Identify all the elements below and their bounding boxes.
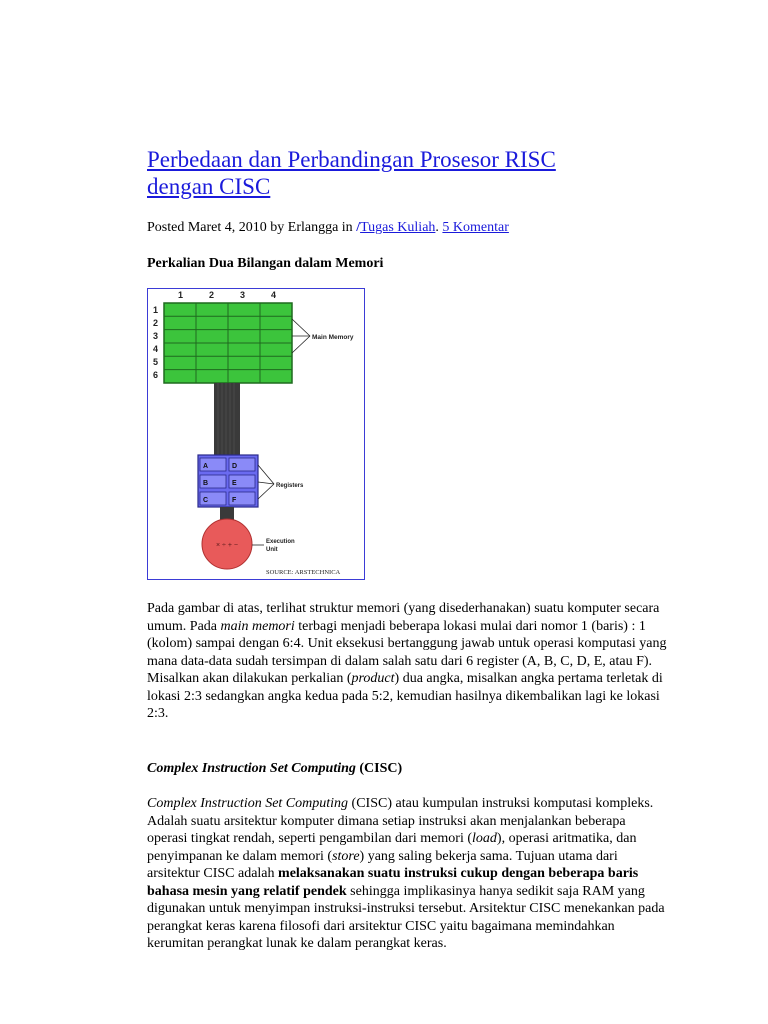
category-slash: /: [356, 220, 361, 235]
emphasis-text: main memori: [220, 618, 295, 634]
memory-diagram-svg: [148, 289, 364, 579]
cisc-heading: [147, 760, 667, 778]
meta-separator: .: [435, 220, 443, 235]
comments-link[interactable]: 5 Komentar: [442, 220, 509, 235]
source-label: SOURCE: ARSTECHNICA: [266, 569, 341, 576]
row-label: 6: [153, 370, 159, 380]
execution-ops: × ÷ + −: [216, 542, 238, 549]
paragraph-memory: [147, 600, 667, 723]
column-label: 2: [209, 290, 215, 300]
paragraph-text: ) yang saling bekerja sama. Tujuan utama dari arsitektur CISC adalah: [147, 848, 618, 881]
paragraph-text: terbagi menjadi beberapa lokasi mulai dari nomor 1 (baris) : 1 (kolom) sampai dengan 6:4. Unit eksekusi bertanggung jawab untuk operasi komputasi yang mana data-data sudah tersimpan di dalam salah satu dari 6 register (A, B, C, D, E, atau F). Misalkan akan dilakukan perkalian (: [147, 618, 667, 686]
post-meta-text: Posted Maret 4, 2010 by Erlangga in: [147, 220, 357, 235]
row-label: 3: [153, 331, 159, 341]
main-memory-label: Main Memory: [312, 334, 354, 341]
emphasis-text: store: [332, 848, 360, 864]
execution-unit-label: Unit: [266, 547, 278, 553]
paragraph-text: Pada gambar di atas, terlihat struktur memori (yang disederhanakan) suatu komputer secara umum. Pada: [147, 601, 660, 634]
execution-unit-label: Execution: [266, 539, 295, 545]
paragraph-cisc: [147, 795, 667, 953]
register-label: A: [203, 463, 209, 470]
emphasis-text: product: [351, 671, 395, 686]
strong-text: melaksanakan suatu instruksi cukup dengan beberapa baris bahasa mesin yang relatif pendek: [147, 866, 639, 899]
row-label: 2: [153, 318, 159, 328]
register-label: E: [232, 480, 237, 487]
paragraph-text: sehingga implikasinya hanya sedikit saja RAM yang digunakan untuk menyimpan instruksi-instruksi tersebut. Arsitektur CISC menekankan pada perangkat keras karena filosofi dari arsitektur CISC yaitu bagaimana memindahkan kerumitan perangkat lunak ke dalam perangkat keras.: [147, 883, 665, 951]
column-label: 3: [240, 290, 246, 300]
section-subheading: Perkalian Dua Bilangan dalam Memori: [147, 256, 384, 271]
register-label: D: [232, 463, 238, 470]
row-label: 4: [153, 344, 159, 354]
registers-label: Registers: [276, 483, 304, 489]
post-meta: [147, 219, 509, 236]
column-label: 1: [178, 290, 184, 300]
paragraph-text: ), operasi aritmatika, dan penyimpanan ke dalam memori (: [147, 831, 637, 864]
category-link[interactable]: Tugas Kuliah: [360, 220, 436, 235]
register-label: C: [203, 497, 209, 504]
main-memory-grid: [164, 303, 292, 383]
paragraph-text: ) dua angka, misalkan angka pertama terletak di lokasi 2:3 sedangkan angka kedua pada 5:2, kemudian hasilnya dikembalikan lagi ke lokasi 2:3.: [147, 671, 663, 721]
column-label: 4: [271, 290, 277, 300]
memory-diagram: [147, 288, 365, 580]
row-label: 1: [153, 305, 159, 315]
article-title-link[interactable]: Perbedaan dan Perbandingan Prosesor RISC dengan CISC: [147, 147, 556, 199]
emphasis-text: load: [472, 831, 497, 846]
article-title: [147, 146, 627, 200]
paragraph-text: (CISC) atau kumpulan instruksi komputasi kompleks. Adalah suatu arsitektur komputer dimana setiap instruksi akan menjalankan beberapa operasi tingkat rendah, seperti pengambilan dari memori (: [147, 796, 654, 846]
row-label: 5: [153, 357, 159, 367]
emphasis-text: Complex Instruction Set Computing: [147, 796, 349, 811]
register-label: B: [203, 480, 209, 487]
cisc-heading-rest: (CISC): [355, 761, 403, 776]
cisc-heading-italic: Complex Instruction Set Computing: [147, 761, 356, 776]
register-label: F: [232, 497, 237, 504]
